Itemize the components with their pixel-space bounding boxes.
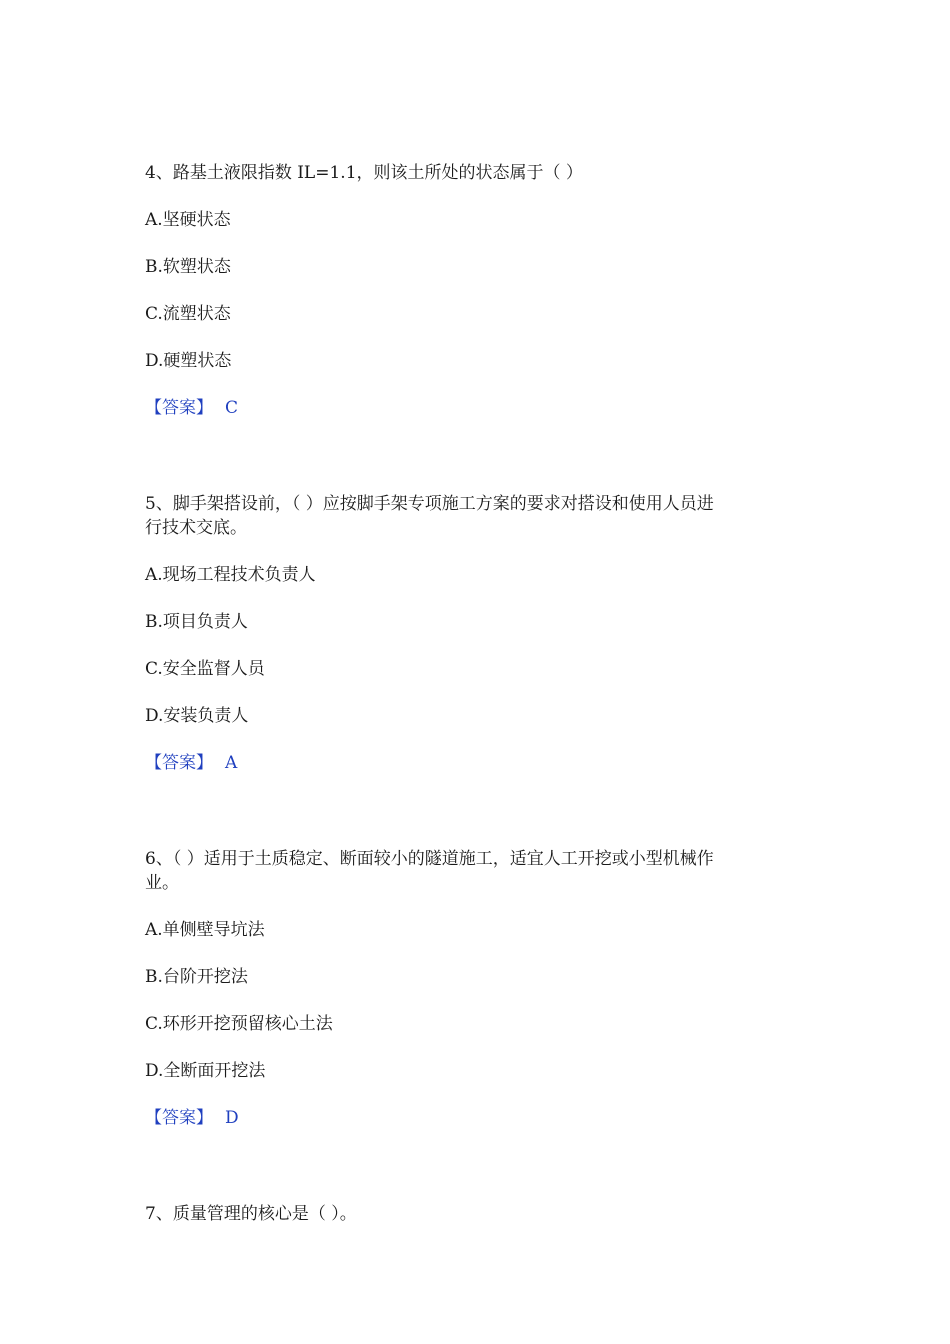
question-5-option-c: C.安全监督人员 (145, 659, 265, 679)
answer-label: 【答案】 (145, 753, 213, 773)
question-4-option-b: B.软塑状态 (145, 257, 231, 277)
question-5-stem-line-1: 5、脚手架搭设前，（ ）应按脚手架专项施工方案的要求对搭设和使用人员进 (145, 494, 714, 514)
answer-value: A (225, 753, 238, 773)
question-5-stem-line-2: 行技术交底。 (145, 518, 247, 538)
question-4-option-a: A.坚硬状态 (145, 210, 231, 230)
question-4-stem: 4、路基土液限指数 IL=1.1，则该土所处的状态属于（ ） (145, 163, 583, 183)
question-5-option-b: B.项目负责人 (145, 612, 248, 632)
answer-value: D (225, 1108, 239, 1128)
question-5-option-a: A.现场工程技术负责人 (145, 565, 316, 585)
question-6-option-d: D.全断面开挖法 (145, 1061, 266, 1081)
answer-value: C (225, 398, 239, 418)
question-6-answer (145, 1106, 239, 1130)
question-6-option-c: C.环形开挖预留核心土法 (145, 1014, 333, 1034)
question-4-option-c: C.流塑状态 (145, 304, 231, 324)
question-4-option-d: D.硬塑状态 (145, 351, 232, 371)
question-6-option-b: B.台阶开挖法 (145, 967, 248, 987)
answer-label: 【答案】 (145, 398, 213, 418)
question-5-answer (145, 751, 237, 775)
question-6-stem-line-1: 6、（ ）适用于土质稳定、断面较小的隧道施工，适宜人工开挖或小型机械作 (145, 849, 714, 869)
question-4-answer (145, 396, 238, 420)
question-6-stem-line-2: 业。 (145, 873, 179, 893)
question-5-option-d: D.安装负责人 (145, 706, 249, 726)
answer-label: 【答案】 (145, 1108, 213, 1128)
question-6-option-a: A.单侧壁导坑法 (145, 920, 265, 940)
question-7-stem: 7、质量管理的核心是（ ）。 (145, 1204, 357, 1224)
